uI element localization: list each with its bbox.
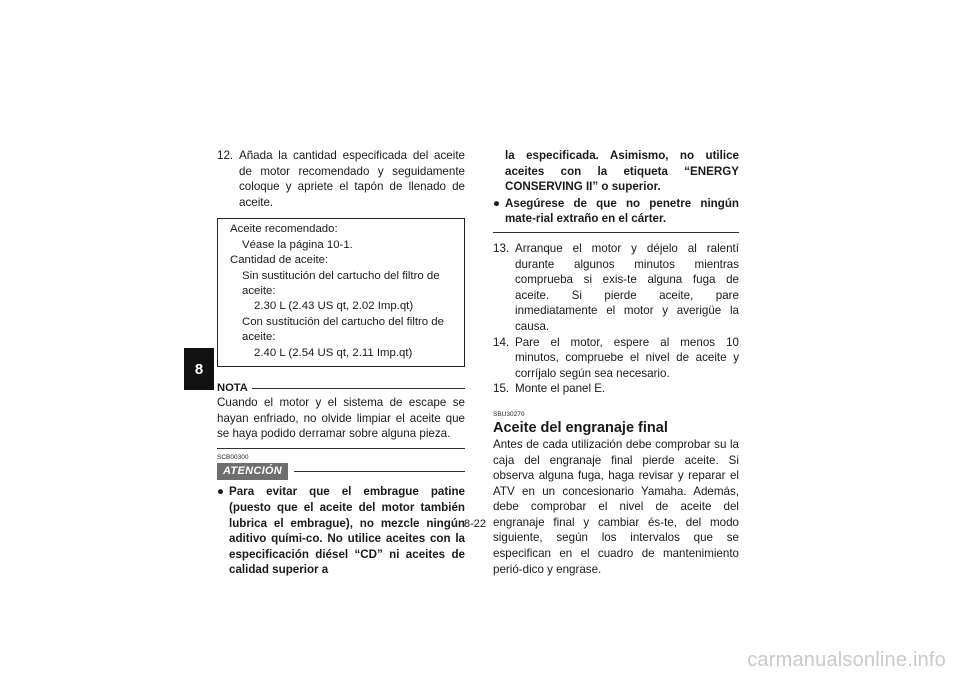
caution-heading <box>217 463 465 481</box>
spec-line: Sin sustitución del cartucho del filtro de aceite: <box>242 269 440 297</box>
caution-end-rule <box>493 232 739 233</box>
page-number: 8-22 <box>464 518 487 530</box>
step-text: Arranque el motor y déjelo al ralentí durante algunos minutos mientras comprueba si exis-te alguna fuga de aceite. Si pierde aceite, pare inmediatamente el motor y averigüe la causa. <box>515 241 739 333</box>
caution-bullet <box>217 484 465 578</box>
note-end-rule <box>217 448 465 449</box>
chapter-tab-label: 8 <box>194 360 204 378</box>
step-text: Añada la cantidad especificada del aceite de motor recomendado y seguidamente coloque y apriete el tapón de llenado de aceite. <box>239 149 465 209</box>
step-13 <box>493 241 739 335</box>
spec-line: Véase la página 10-1. <box>242 238 353 251</box>
step-12 <box>217 148 465 210</box>
step-14 <box>493 335 739 382</box>
caution-rule <box>294 471 465 472</box>
section-code: SBU30270 <box>493 410 525 418</box>
spec-line: Con sustitución del cartucho del filtro de aceite: <box>242 315 444 344</box>
step-text: Pare el motor, espere al menos 10 minutos, compruebe el nivel de aceite y corríjalo según sea necesario. <box>515 335 739 380</box>
section-title: Aceite del engranaje final <box>493 419 668 436</box>
chapter-tab <box>184 348 214 390</box>
left-column <box>217 148 465 578</box>
watermark: carmanualsonline.info <box>747 649 946 671</box>
step-number: 15. <box>493 382 510 396</box>
spec-line: Cantidad de aceite: <box>230 254 329 267</box>
spec-line: 2.30 L (2.43 US qt, 2.02 Imp.qt) <box>254 300 414 313</box>
caution-continued: la especificada. Asimismo, no utilice aceites con la etiqueta “ENERGY CONSERVING II” o superior. <box>505 149 739 194</box>
step-number: 12. <box>217 149 234 162</box>
bullet-icon: ● <box>493 196 501 210</box>
caution-code: SCB00300 <box>217 453 249 461</box>
right-column <box>493 148 739 577</box>
oil-spec-box <box>217 218 465 367</box>
caution-bullet-text: Para evitar que el embrague patine (puesto que el aceite del motor también lubrica el embrague), no mezcle ningún aditivo quími-co. No utilice aceites con la especificación diésel “CD” ni aceites de calidad superior a <box>229 485 465 577</box>
caution-bullet-text: Asegúrese de que no penetre ningún mate-rial extraño en el cárter. <box>505 196 739 226</box>
step-number: 14. <box>493 335 510 349</box>
caution-badge: ATENCIÓN <box>217 463 288 481</box>
note-heading <box>217 381 465 395</box>
step-text: Monte el panel E. <box>515 382 606 396</box>
note-text: Cuando el motor y el sistema de escape se hayan enfriado, no olvide limpiar el aceite que se haya podido derramar sobre alguna pieza. <box>217 396 465 441</box>
note-title: NOTA <box>217 382 248 395</box>
note-rule <box>252 388 465 389</box>
bullet-icon: ● <box>217 485 225 499</box>
spec-line: 2.40 L (2.54 US qt, 2.11 Imp.qt) <box>254 346 413 359</box>
step-15 <box>493 381 739 397</box>
step-number: 13. <box>493 241 510 255</box>
spec-line: Aceite recomendado: <box>230 223 338 236</box>
section-text: Antes de cada utilización debe comprobar su la caja del engranaje final pierde aceite. Si observa alguna fuga, haga revisar y reparar el ATV en un concesionario Yamaha. Además, debe comprobar el nivel de aceite del engranaje final y cambiar és-te, del modo siguiente, según los intervalos que se especifican en el cuadro de mantenimiento perió-dico y engrase. <box>493 437 739 576</box>
caution-bullet <box>493 196 739 227</box>
